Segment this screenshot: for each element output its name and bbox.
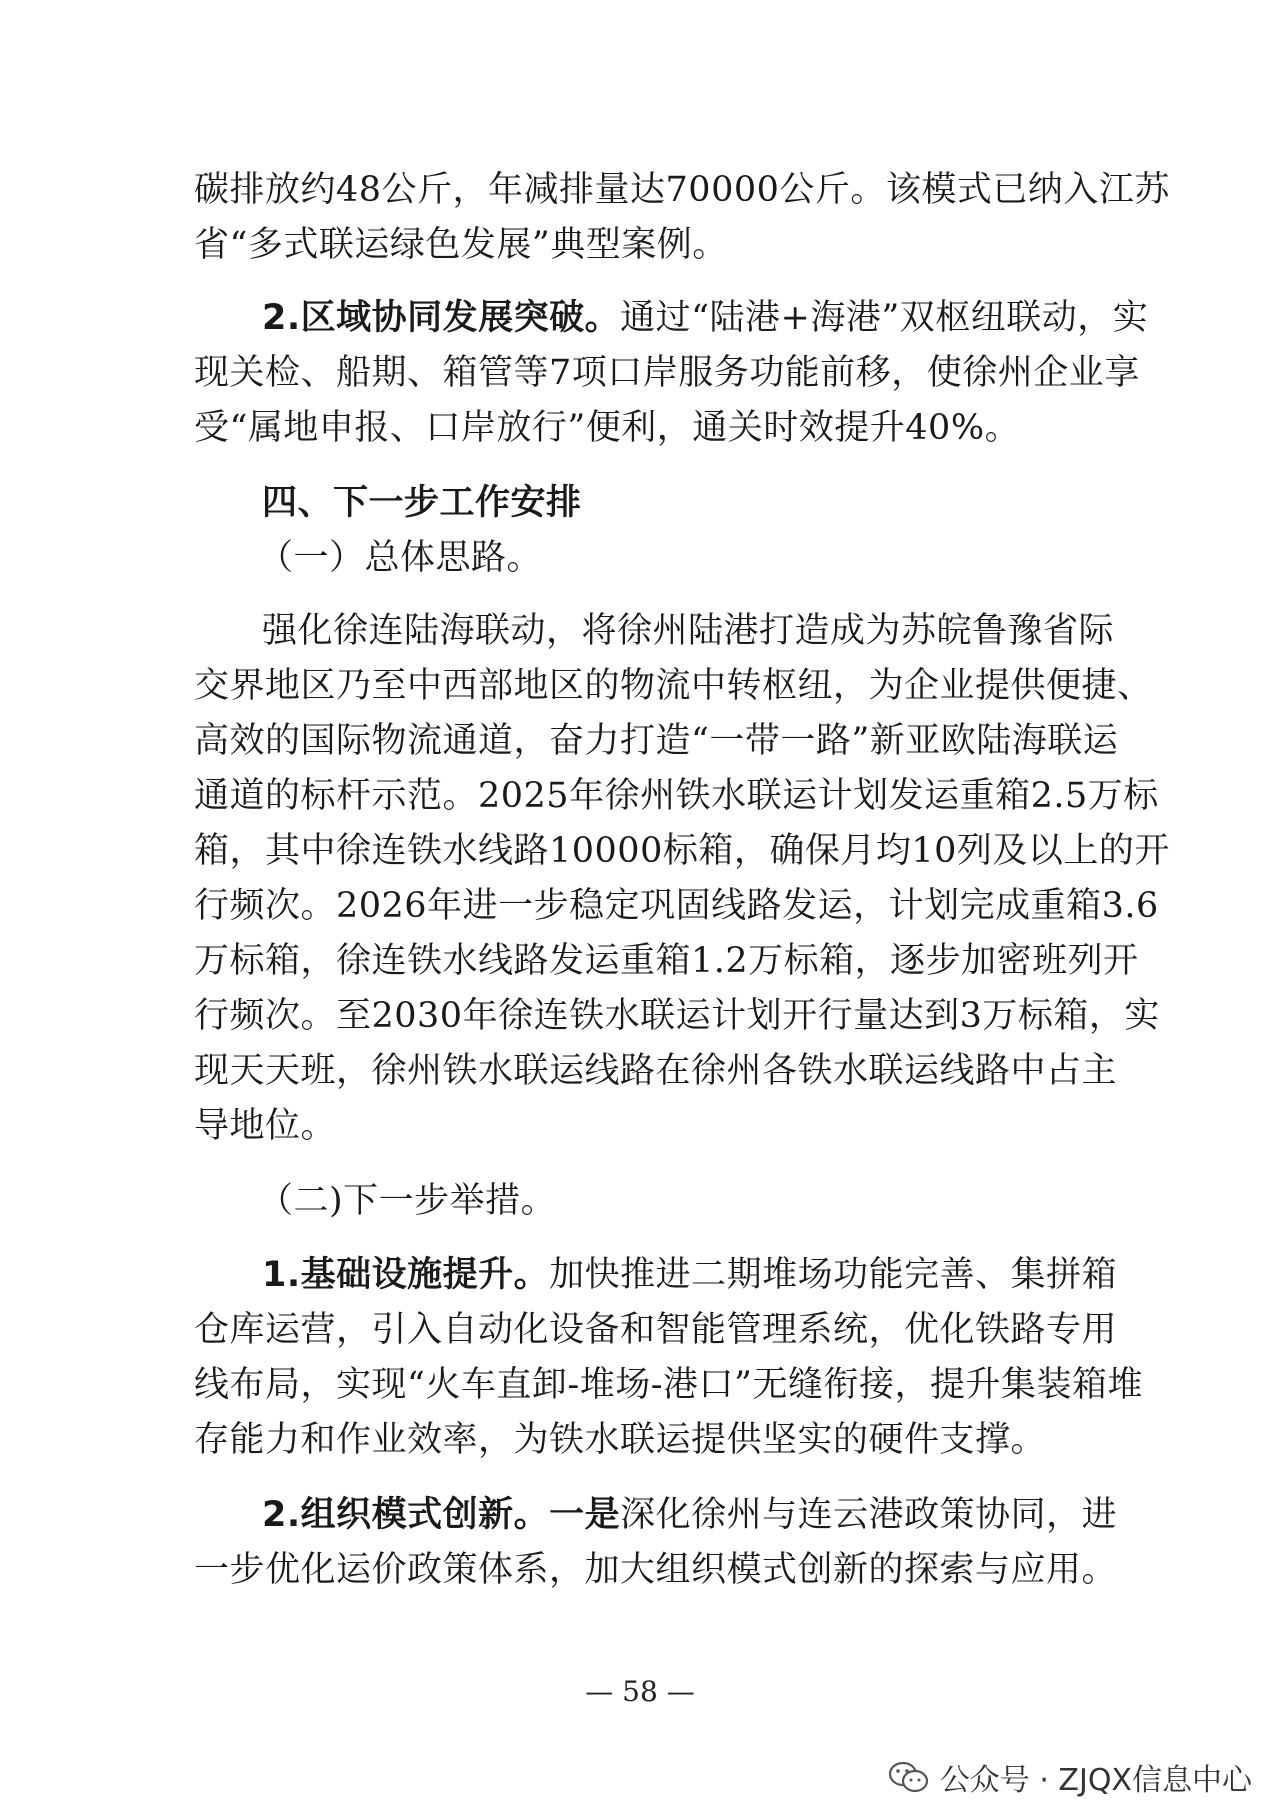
bold-lead: 1.基础设施提升。 bbox=[262, 1255, 550, 1295]
subsection-heading: （二)下一步举措。 bbox=[258, 1181, 557, 1221]
section-heading: 四、下一步工作安排 bbox=[262, 483, 582, 523]
text-line: 2.区域协同发展突破。通过“陆港+海港”双枢纽联动，实 bbox=[262, 298, 1149, 338]
text-line: 行频次。2026年进一步稳定巩固线路发运，计划完成重箱3.6 bbox=[194, 886, 1159, 926]
text-line: 一步优化运价政策体系，加大组织模式创新的探索与应用。 bbox=[194, 1550, 1118, 1590]
wechat-icon bbox=[888, 1760, 930, 1794]
text-line: 现关检、船期、箱管等7项口岸服务功能前移，使徐州企业享 bbox=[194, 353, 1140, 393]
page-number: — 58 — bbox=[585, 1675, 695, 1708]
text-line: 强化徐连陆海联动，将徐州陆港打造成为苏皖鲁豫省际 bbox=[262, 611, 1115, 651]
text-line: 高效的国际物流通道，奋力打造“一带一路”新亚欧陆海联运 bbox=[194, 721, 1119, 761]
bold-lead: 2.区域协同发展突破。 bbox=[262, 298, 621, 338]
text-line: 碳排放约48公斤，年减排量达70000公斤。该模式已纳入江苏 bbox=[194, 170, 1170, 210]
text-line: 万标箱，徐连铁水线路发运重箱1.2万标箱，逐步加密班列开 bbox=[194, 941, 1139, 981]
text-line: 通道的标杆示范。2025年徐州铁水联运计划发运重箱2.5万标 bbox=[194, 776, 1159, 816]
text-line: 1.基础设施提升。加快推进二期堆场功能完善、集拼箱 bbox=[262, 1255, 1118, 1295]
text-line: 箱，其中徐连铁水线路10000标箱，确保月均10列及以上的开 bbox=[194, 831, 1170, 871]
subsection-heading: （一）总体思路。 bbox=[258, 538, 543, 578]
text-line: 交界地区乃至中西部地区的物流中转枢纽，为企业提供便捷、 bbox=[194, 666, 1153, 706]
text-line: 行频次。至2030年徐连铁水联运计划开行量达到3万标箱，实 bbox=[194, 996, 1160, 1036]
text-line: 导地位。 bbox=[194, 1106, 337, 1146]
bold-lead: 2.组织模式创新。一是 bbox=[262, 1495, 621, 1535]
watermark bbox=[888, 1755, 1252, 1799]
text-line: 受“属地申报、口岸放行”便利，通关时效提升40%。 bbox=[194, 408, 1021, 448]
text-line: 现天天班，徐州铁水联运线路在徐州各铁水联运线路中占主 bbox=[194, 1051, 1118, 1091]
text-line: 仓库运营，引入自动化设备和智能管理系统，优化铁路专用 bbox=[194, 1310, 1118, 1350]
text-line: 线布局，实现“火车直卸-堆场-港口”无缝衔接，提升集装箱堆 bbox=[194, 1365, 1143, 1405]
watermark-text: 公众号 · ZJQX信息中心 bbox=[939, 1763, 1252, 1798]
text-line: 存能力和作业效率，为铁水联运提供坚实的硬件支撑。 bbox=[194, 1420, 1047, 1460]
text-line: 2.组织模式创新。一是深化徐州与连云港政策协同，进 bbox=[262, 1495, 1118, 1535]
text-line: 省“多式联运绿色发展”典型案例。 bbox=[194, 225, 728, 265]
